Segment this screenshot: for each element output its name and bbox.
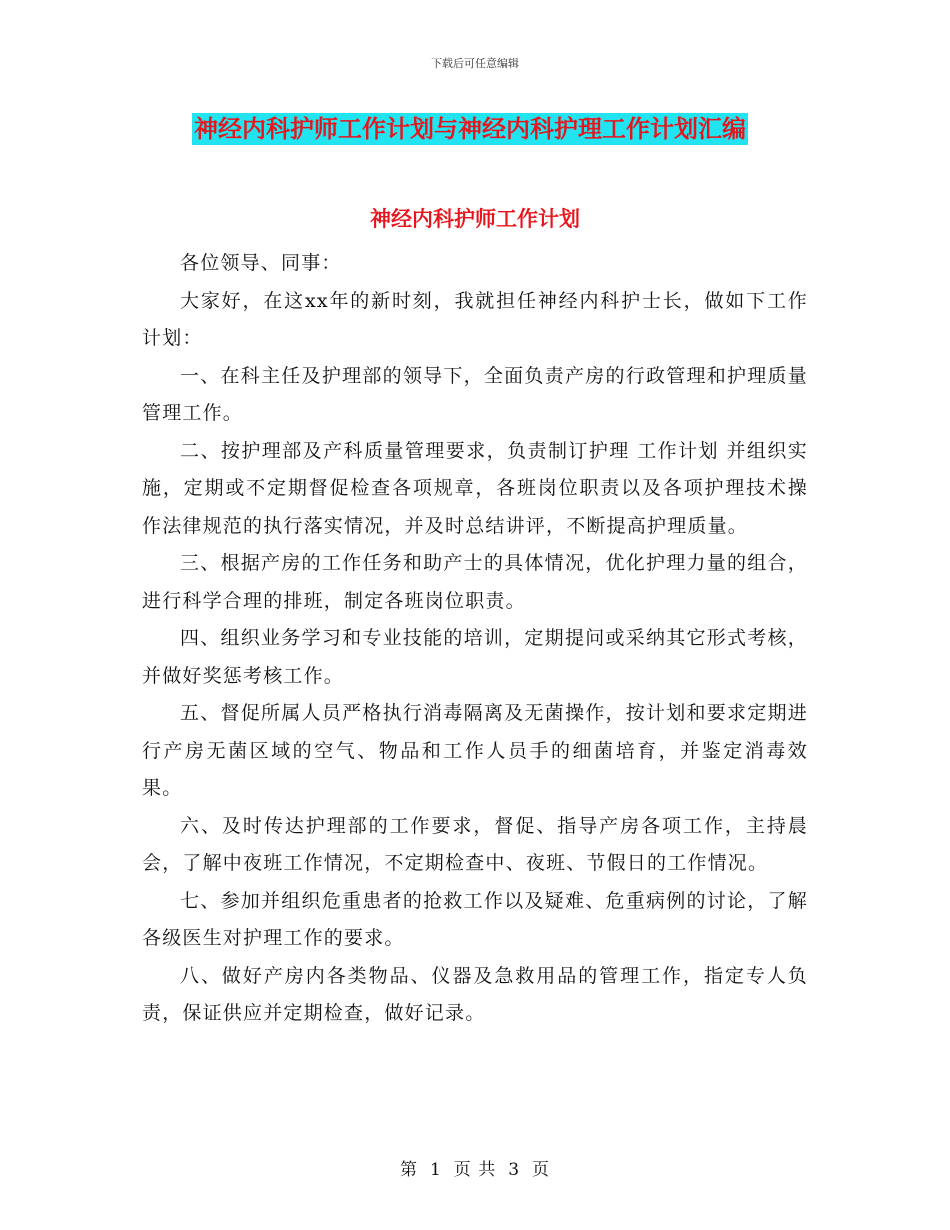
footer-middle: 页 共	[453, 1160, 497, 1180]
paragraph-item-6: 六、及时传达护理部的工作要求，督促、指导产房各项工作，主持晨会，了解中夜班工作情况，不定期检查中、夜班、节假日的工作情况。	[142, 814, 808, 874]
paragraph-item-3: 三、根据产房的工作任务和助产士的具体情况，优化护理力量的组合，进行科学合理的排班，制定各班岗位职责。	[142, 552, 808, 612]
paragraph-item-2: 二、按护理部及产科质量管理要求，负责制订护理 工作计划 并组织实施，定期或不定期督促检查各项规章，各班岗位职责以及各项护理技术操作法律规范的执行落实情况，并及时总结讲评，不断提高护理质量。	[142, 439, 808, 537]
document-title: 神经内科护师工作计划与神经内科护理工作计划汇编	[194, 115, 746, 143]
footer-page-number: 1	[429, 1160, 442, 1180]
footer-suffix: 页	[532, 1160, 551, 1180]
page-footer	[0, 1155, 950, 1180]
footer-total-pages: 3	[508, 1160, 521, 1180]
paragraph-item-8: 八、做好产房内各类物品、仪器及急救用品的管理工作，指定专人负责，保证供应并定期检查，做好记录。	[142, 964, 808, 1024]
paragraph-intro: 大家好，在这xx年的新时刻，我就担任神经内科护士长，做如下工作计划：	[142, 289, 808, 349]
header-note: 下载后可任意编辑	[431, 57, 519, 70]
paragraph-item-7: 七、参加并组织危重患者的抢救工作以及疑难、危重病例的讨论，了解各级医生对护理工作的要求。	[142, 889, 808, 949]
footer-prefix: 第	[399, 1160, 418, 1180]
paragraph-item-4: 四、组织业务学习和专业技能的培训，定期提问或采纳其它形式考核，并做好奖惩考核工作。	[142, 627, 808, 687]
document-body	[142, 245, 808, 1033]
paragraph-item-5: 五、督促所属人员严格执行消毒隔离及无菌操作，按计划和要求定期进行产房无菌区域的空气、物品和工作人员手的细菌培育，并鉴定消毒效果。	[142, 702, 808, 799]
paragraph-greeting: 各位领导、同事：	[180, 252, 342, 274]
section-title: 神经内科护师工作计划	[370, 207, 580, 231]
paragraph-item-1: 一、在科主任及护理部的领导下，全面负责产房的行政管理和护理质量管理工作。	[142, 364, 808, 424]
